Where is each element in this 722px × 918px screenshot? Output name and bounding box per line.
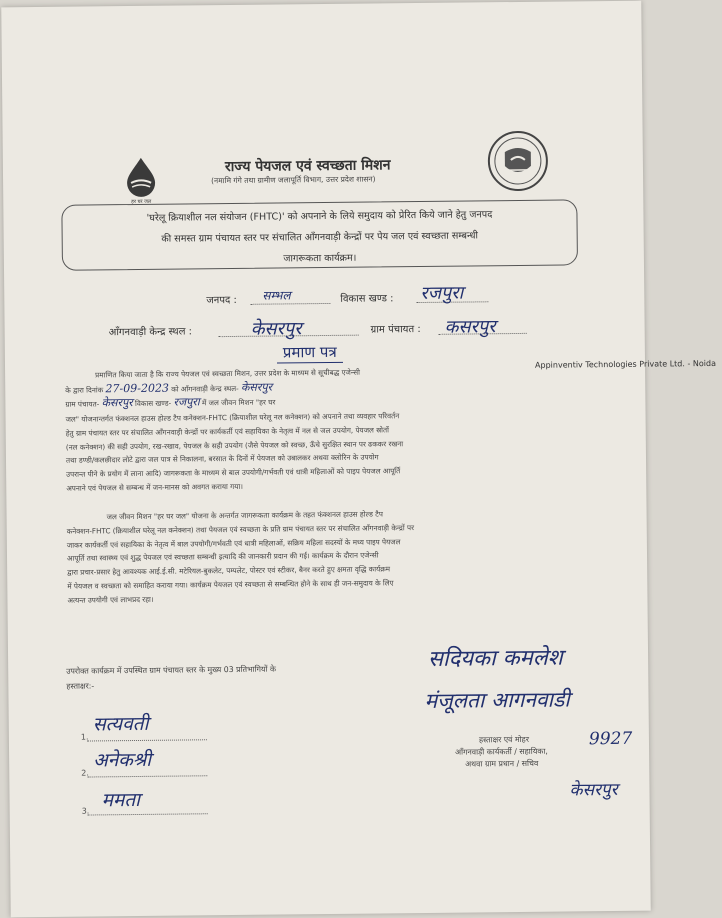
participant-line-1	[87, 739, 207, 741]
participant-number-3: 3.	[81, 806, 90, 816]
center-label: आँगनवाड़ी केन्द्र स्थल :	[108, 326, 193, 339]
center-value-inline: केसरपुर	[240, 380, 273, 394]
banner-line-1: 'घरेलू क्रियाशील नल संयोजन (FHTC)' को अपनाने के लिये समुदाय को प्रेरित किये जाने हेतु जनपद	[146, 209, 493, 224]
signatory-signature-line-2: मंजूलता आगनवाडी	[424, 687, 570, 713]
logo-left-text: हर घर जल	[131, 198, 152, 206]
signatory-place: केसरपुर	[569, 779, 618, 801]
banner-line-3: जागरूकता कार्यक्रम।	[283, 252, 357, 265]
block-value: रजपुरा	[420, 282, 464, 305]
header-title: राज्य पेयजल एवं स्वच्छता मिशन	[224, 157, 391, 176]
certificate-para-1-line-3: ग्राम पंचायत- केसरपुर विकास खण्ड- रजपुरा में जल जीवन मिशन "हर घर	[65, 395, 276, 410]
participant-number-2: 2.	[81, 768, 89, 778]
program-title-banner	[61, 199, 578, 270]
header-subtitle: (नमामि गंगे तथा ग्रामीण जलापूर्ति विभाग, उत्तर प्रदेश शासन)	[211, 174, 376, 186]
certificate-para-2: जल जीवन मिशन "हर घर जल" योजना के अन्तर्गत जागरूकता कार्यक्रम के तहत फंक्शनल हाउस होल्ड टैप कनेक्शन-FHTC (क्रियाशील घरेलू नल कनेक्शन) तथा पेयजल एवं स्वच्छता के प्रति ग्राम पंचायत स्तर पर संचालित आँगनवाड़ी केन्द्रों पर जाकर कार्यकर्ती एवं सहायिका के नेतृत्व में बाल उपयोगी/गर्भवती एवं धात्री महिलाओं, सक्रिय महिला सदस्यों के मध्य पाइप पेयजल आपूर्ति तथा स्वास्थ्य एवं शुद्ध पेयजल एवं स्वच्छता सम्बन्धी इत्यादि की जानकारी प्रदान की गई। कार्यक्रम के दौरान एजेन्सी द्वारा प्रचार-प्रसार हेतु आवश्यक आई.ई.सी. मटेरियल-बुकलेट, पम्पलेट, पोस्टर एवं स्टीकर, बैनर करते हुए क्षमता वृद्धि कार्यक्रम में पेयजल व स्वच्छता को समाहित कराया गया। कार्यक्रम पेयजल एवं स्वच्छता से सम्बन्धित होने के साथ ही जन-समुदाय के लिए अत्यन्त उपयोगी एवं लाभप्रद रहा।	[66, 509, 415, 605]
participant-number-1: 1.	[80, 732, 89, 742]
certificate-title: प्रमाण पत्र	[277, 342, 343, 364]
signatory-label-2: आँगनवाड़ी कार्यकर्ती / सहायिका,	[455, 746, 548, 757]
signatory-signature-line-1: सदियका कमलेश	[427, 645, 563, 672]
attendance-signatures-label: हस्ताक्षर:-	[66, 681, 95, 691]
signatory-label-3: अथवा ग्राम प्रधान / सचिव	[465, 758, 539, 769]
district-value: सम्भल	[262, 288, 291, 303]
signatory-number: 9927	[588, 728, 633, 750]
har-ghar-jal-logo	[119, 156, 164, 208]
document-page	[1, 1, 716, 918]
panchayat-value: कसरपुर	[444, 316, 496, 338]
participant-signature-3: ममता	[101, 788, 141, 812]
participant-line-2	[87, 775, 207, 777]
signatory-label-1: हस्ताक्षर एवं मोहर	[478, 734, 530, 745]
gram-panchayat-inline: केसरपुर	[101, 396, 133, 410]
up-government-emblem	[487, 130, 550, 193]
block-label: विकास खण्ड :	[340, 293, 394, 305]
certificate-para-1-line-2: के द्वारा दिनांक 27-09-2023 को आँगनवाड़ी केन्द्र स्थल- केसरपुर	[65, 380, 273, 396]
district-label: जनपद :	[206, 294, 237, 307]
participant-signature-1: सत्यवती	[92, 712, 149, 736]
participant-line-3	[88, 813, 208, 815]
date-value: 27-09-2023	[105, 381, 169, 396]
block-inline: रजपुरा	[173, 395, 200, 409]
banner-line-2: की समस्त ग्राम पंचायत स्तर पर संचालित आँगनवाड़ी केन्द्रों पर पेय जल एवं स्वच्छता सम्बन्धी	[161, 230, 479, 245]
participant-signature-2: अनेकश्री	[93, 748, 152, 772]
certificate-para-1-body: जल" योजनान्तर्गत फंक्शनल हाउस होल्ड टैप कनेक्शन-FHTC (क्रियाशील घरेलू नल कनेक्शन) को अपनाने तथा व्यवहार परिवर्तन हेतु ग्राम पंचायत स्तर पर संचालित आँगनवाड़ी केन्द्रों पर कार्यकर्ती एवं सहायिका के नेतृत्व में नल से जल उपयोग, पेयजल स्रोतों (नल कनेक्शन) की सही उपयोग, रख-रखाव, पेयजल के सही उपयोग (जैसे पेयजल को स्वच्छ, ऊँचे सुरक्षित स्थान पर ढककर रखना तथा डण्डी/कलछीदार लोटे द्वारा जल पात्र से निकालना, बरसात के दिनों में पेयजल को उबालकर अथवा क्लोरिन के उपयोग उपरान्त पीने के प्रयोग में लाना आदि) जागरूकता के माध्यम से बाल उपयोगी/गर्भवती एवं धात्री महिलाओं को पाइप पेयजल आपूर्ति अपनाने एवं पेयजल से सम्बन्ध में जन-मानस को अवगत कराया गया।	[65, 411, 404, 493]
certificate-para-1-line-1: प्रमाणित किया जाता है कि राज्य पेयजल एवं स्वच्छता मिशन, उत्तर प्रदेश के माध्यम से सूचीबद्ध एजेन्सी	[95, 367, 360, 380]
center-value: केसरपुर	[250, 318, 302, 340]
agency-name-start: Appinventiv Technologies Private Ltd. - Noida	[534, 358, 716, 370]
panchayat-label: ग्राम पंचायत :	[370, 324, 421, 336]
attendance-text: उपरोक्त कार्यक्रम में उपस्थित ग्राम पंचायत स्तर के मुख्य 03 प्रतिभागियों के	[66, 664, 277, 676]
